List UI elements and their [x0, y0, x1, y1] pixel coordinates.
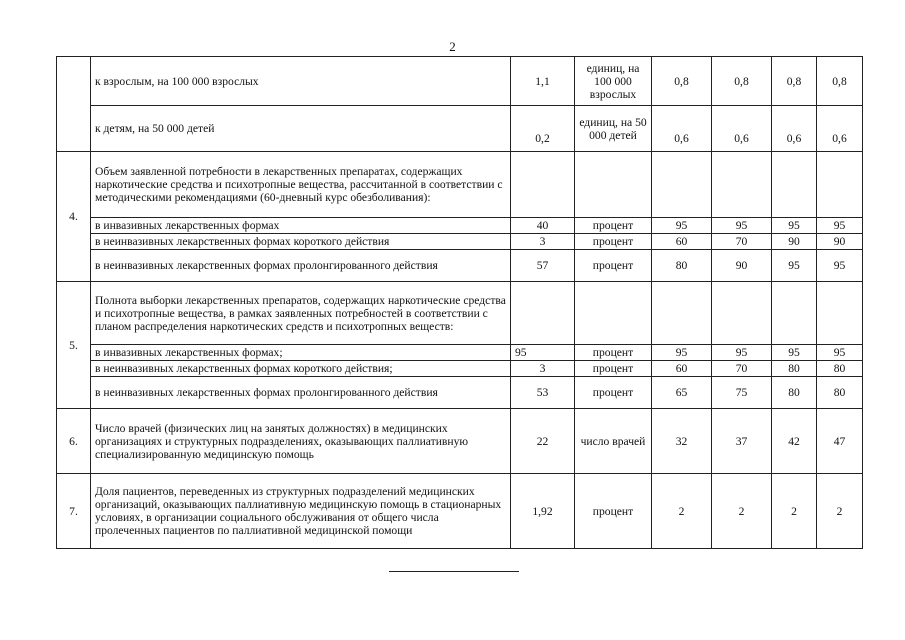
row-number: 4.	[57, 152, 91, 282]
row-number-cell	[57, 57, 91, 152]
base-value: 1,1	[511, 57, 575, 106]
target-value: 95	[772, 345, 817, 361]
target-value: 2	[817, 474, 863, 549]
target-value: 80	[817, 361, 863, 377]
target-value: 80	[772, 377, 817, 409]
unit: процент	[575, 361, 652, 377]
table-row	[57, 152, 863, 218]
target-value: 95	[772, 218, 817, 234]
base-value: 0,2	[511, 106, 575, 152]
table-row	[57, 282, 863, 345]
page-number: 2	[449, 39, 456, 54]
target-value: 0,6	[772, 106, 817, 152]
unit: единиц, на 100 000 взрослых	[575, 57, 652, 106]
indicator-text: в инвазивных лекарственных формах;	[91, 345, 511, 361]
base-value: 57	[511, 250, 575, 282]
indicator-text: Объем заявленной потребности в лекарственных препаратах, содержащих наркотические средства и психотропные вещества, рассчитанной в соответствии с методическими рекомендациями (60-дневный курс обезболивания):	[91, 152, 511, 218]
indicator-text: к детям, на 50 000 детей	[91, 106, 511, 152]
target-value: 95	[817, 345, 863, 361]
unit: процент	[575, 474, 652, 549]
target-value: 80	[652, 250, 712, 282]
base-value: 1,92	[511, 474, 575, 549]
target-value: 95	[652, 345, 712, 361]
target-value: 70	[712, 361, 772, 377]
unit: процент	[575, 234, 652, 250]
unit: число врачей	[575, 409, 652, 474]
table-row	[57, 474, 863, 549]
base-value: 3	[511, 361, 575, 377]
indicator-text: в неинвазивных лекарственных формах пролонгированного действия	[91, 250, 511, 282]
table-row	[57, 361, 863, 377]
target-value: 0,8	[817, 57, 863, 106]
table-row	[57, 106, 863, 152]
indicator-text: Число врачей (физических лиц на занятых должностях) в медицинских организациях и структурных подразделениях, оказывающих паллиативную специализированную медицинскую помощь	[91, 409, 511, 474]
unit: единиц, на 50 000 детей	[575, 106, 652, 152]
target-value: 75	[712, 377, 772, 409]
target-value: 2	[652, 474, 712, 549]
indicator-text: в неинвазивных лекарственных формах короткого действия;	[91, 361, 511, 377]
target-value: 95	[652, 218, 712, 234]
table-row	[57, 57, 863, 106]
base-value: 95	[511, 345, 575, 361]
table-row	[57, 218, 863, 234]
row-number: 6.	[57, 409, 91, 474]
end-of-document-rule	[389, 571, 519, 572]
target-value: 60	[652, 234, 712, 250]
base-value: 22	[511, 409, 575, 474]
indicator-text: в инвазивных лекарственных формах	[91, 218, 511, 234]
base-value: 3	[511, 234, 575, 250]
target-value: 0,6	[652, 106, 712, 152]
base-value: 53	[511, 377, 575, 409]
target-value: 70	[712, 234, 772, 250]
target-value: 95	[712, 218, 772, 234]
indicator-table	[56, 56, 863, 549]
target-value: 0,8	[652, 57, 712, 106]
target-value: 90	[817, 234, 863, 250]
target-value: 95	[817, 218, 863, 234]
table-row	[57, 234, 863, 250]
target-value: 80	[817, 377, 863, 409]
target-value: 0,6	[712, 106, 772, 152]
target-value: 42	[772, 409, 817, 474]
table-row	[57, 409, 863, 474]
target-value: 90	[712, 250, 772, 282]
target-value: 80	[772, 361, 817, 377]
target-value: 95	[772, 250, 817, 282]
table-row	[57, 377, 863, 409]
target-value: 0,6	[817, 106, 863, 152]
unit: процент	[575, 250, 652, 282]
row-number: 5.	[57, 282, 91, 409]
target-value: 32	[652, 409, 712, 474]
indicator-text: в неинвазивных лекарственных формах короткого действия	[91, 234, 511, 250]
unit: процент	[575, 377, 652, 409]
target-value: 95	[817, 250, 863, 282]
row-number: 7.	[57, 474, 91, 549]
unit: процент	[575, 345, 652, 361]
target-value: 90	[772, 234, 817, 250]
target-value: 60	[652, 361, 712, 377]
target-value: 2	[712, 474, 772, 549]
table-row	[57, 250, 863, 282]
indicator-text: к взрослым, на 100 000 взрослых	[91, 57, 511, 106]
target-value: 37	[712, 409, 772, 474]
indicator-text: в неинвазивных лекарственных формах пролонгированного действия	[91, 377, 511, 409]
target-value: 0,8	[772, 57, 817, 106]
indicator-text: Доля пациентов, переведенных из структурных подразделений медицинских организаций, оказывающих паллиативную медицинскую помощь в стационарных условиях, в организации социального обслуживания от общего числа пролеченных пациентов по паллиативной медицинской помощи	[91, 474, 511, 549]
target-value: 47	[817, 409, 863, 474]
indicator-text: Полнота выборки лекарственных препаратов, содержащих наркотические средства и психотропные вещества, в рамках заявленных потребностей в соответствии с планом распределения наркотических средств и психотропных веществ:	[91, 282, 511, 345]
base-value: 40	[511, 218, 575, 234]
unit: процент	[575, 218, 652, 234]
target-value: 2	[772, 474, 817, 549]
table-row	[57, 345, 863, 361]
target-value: 0,8	[712, 57, 772, 106]
target-value: 65	[652, 377, 712, 409]
target-value: 95	[712, 345, 772, 361]
